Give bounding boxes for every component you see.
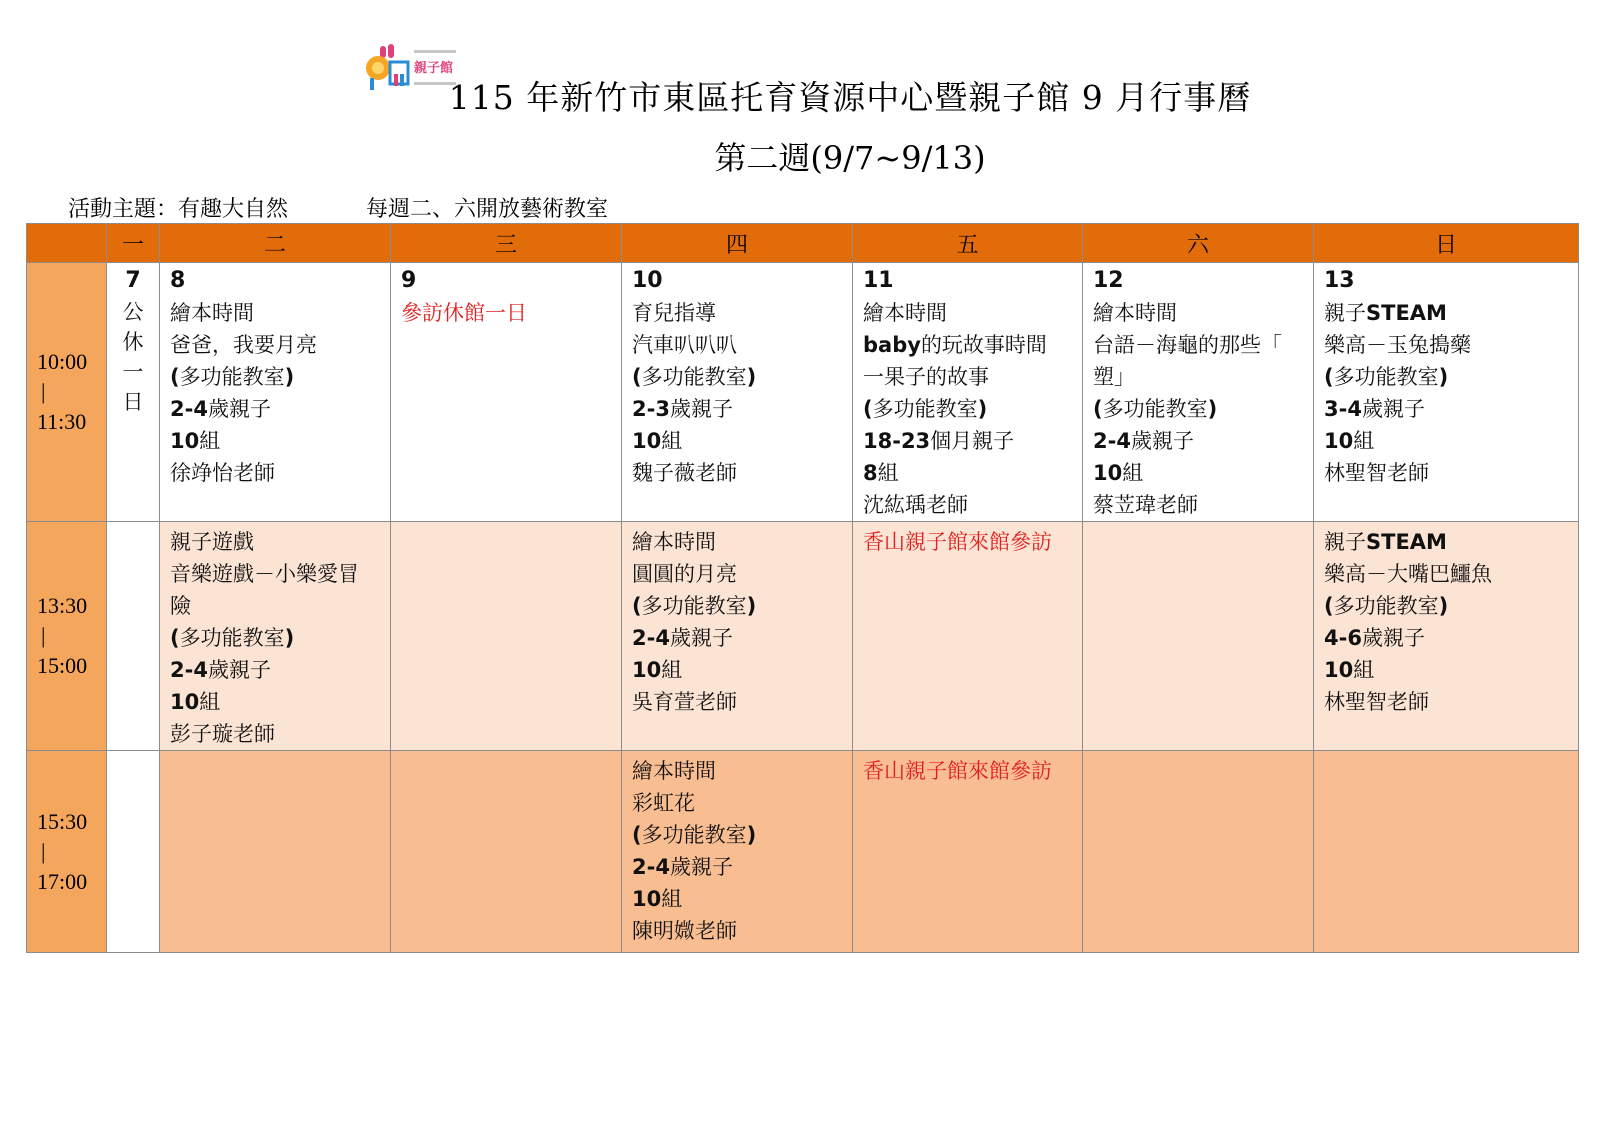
date-number: 7 — [125, 268, 141, 293]
header-day-thu: 四 — [622, 224, 853, 263]
event-line: 親子遊戲 — [170, 530, 254, 554]
event-line: 彩虹花 — [632, 791, 695, 815]
time-slot-label — [27, 522, 107, 751]
time-sep: | — [41, 379, 46, 404]
event-cell — [160, 751, 391, 953]
header-day-wed: 三 — [391, 224, 622, 263]
event-line: 繪本時間 — [863, 301, 947, 325]
notice-text: 香山親子館來館參訪 — [863, 759, 1052, 783]
event-cell — [391, 751, 622, 953]
event-line: 4-6歲親子 — [1324, 626, 1425, 650]
event-cell — [622, 522, 853, 751]
time-slot-label — [27, 751, 107, 953]
event-line: baby的玩故事時間 — [863, 333, 1047, 357]
event-cell — [160, 522, 391, 751]
activity-theme: 活動主題：有趣大自然 — [68, 197, 289, 222]
time-end: 17:00 — [37, 868, 88, 894]
event-line: 台語－海龜的那些「 — [1093, 333, 1282, 357]
event-line: 林聖智老師 — [1324, 461, 1429, 485]
event-cell — [622, 751, 853, 953]
event-line: (多功能教室) — [632, 823, 757, 847]
closed-notice-char: 一 — [122, 360, 144, 384]
date-number: 9 — [401, 268, 417, 293]
event-line: 2-3歲親子 — [632, 397, 733, 421]
header-day-tue: 二 — [160, 224, 391, 263]
event-line: 10組 — [632, 887, 683, 911]
event-line: (多功能教室) — [170, 365, 295, 389]
event-line: 沈紘瑀老師 — [863, 493, 968, 517]
event-line: (多功能教室) — [170, 626, 295, 650]
closed-notice-char: 休 — [122, 330, 144, 354]
event-line: 樂高－玉兔搗藥 — [1324, 333, 1471, 357]
event-cell — [1083, 751, 1314, 953]
header-day-sat: 六 — [1083, 224, 1314, 263]
event-cell — [1314, 751, 1579, 953]
event-line: 吳育萱老師 — [632, 690, 737, 714]
time-start: 10:00 — [37, 349, 88, 374]
event-line: (多功能教室) — [863, 397, 988, 421]
event-line: (多功能教室) — [632, 594, 757, 618]
event-line: 親子STEAM — [1324, 301, 1447, 325]
event-line: 一果子的故事 — [863, 365, 989, 389]
header-day-sun: 日 — [1314, 224, 1579, 263]
monday-cell — [107, 263, 160, 522]
date-number: 11 — [863, 268, 894, 293]
event-cell — [853, 751, 1083, 953]
monday-cell — [107, 522, 160, 751]
event-line: 10組 — [632, 429, 683, 453]
event-cell — [1083, 263, 1314, 522]
art-room-note: 每週二、六開放藝術教室 — [366, 197, 609, 222]
event-line: 2-4歲親子 — [170, 658, 271, 682]
event-line: 10組 — [1093, 461, 1144, 485]
notice-text: 香山親子館來館參訪 — [863, 530, 1052, 554]
event-line: 10組 — [1324, 658, 1375, 682]
event-line: (多功能教室) — [1093, 397, 1218, 421]
event-line: 育兒指導 — [632, 301, 716, 325]
event-line: 10組 — [632, 658, 683, 682]
event-line: 2-4歲親子 — [632, 855, 733, 879]
header-day-mon: 一 — [107, 224, 160, 263]
event-line: 10組 — [170, 429, 221, 453]
event-cell — [853, 522, 1083, 751]
event-line: (多功能教室) — [632, 365, 757, 389]
event-line: 徐竫怡老師 — [170, 461, 275, 485]
logo-text: 親子館 — [414, 61, 454, 76]
date-number: 8 — [170, 268, 186, 293]
time-sep: | — [41, 838, 46, 864]
event-line: 10組 — [1324, 429, 1375, 453]
event-cell — [1314, 263, 1579, 522]
notice-text: 參訪休館一日 — [401, 301, 527, 325]
event-line: 彭子璇老師 — [170, 722, 275, 746]
event-cell — [1083, 522, 1314, 751]
date-number: 10 — [632, 268, 663, 293]
event-line: 爸爸，我要月亮 — [170, 333, 317, 357]
date-number: 13 — [1324, 268, 1355, 293]
event-line: 音樂遊戲－小樂愛冒 — [170, 562, 359, 586]
event-line: 魏子薇老師 — [632, 461, 737, 485]
closed-notice-char: 日 — [122, 390, 144, 414]
time-slot-row — [27, 263, 1579, 522]
event-cell — [160, 263, 391, 522]
event-line: 2-4歲親子 — [170, 397, 271, 421]
event-cell — [391, 263, 622, 522]
event-line: 3-4歲親子 — [1324, 397, 1425, 421]
event-line: 林聖智老師 — [1324, 690, 1429, 714]
week-subtitle: 第二週(9/7~9/13) — [714, 139, 986, 177]
closed-notice-char: 公 — [122, 300, 144, 324]
event-cell — [853, 263, 1083, 522]
event-line: 險 — [170, 594, 191, 618]
event-line: 圓圓的月亮 — [632, 562, 737, 586]
time-slot-row — [27, 751, 1579, 953]
event-line: 樂高－大嘴巴鱷魚 — [1324, 562, 1492, 586]
monday-cell — [107, 751, 160, 953]
header-corner — [27, 224, 107, 263]
date-number: 12 — [1093, 268, 1124, 293]
event-line: 汽車叭叭叭 — [632, 333, 737, 357]
event-line: (多功能教室) — [1324, 594, 1449, 618]
event-line: 繪本時間 — [1093, 301, 1177, 325]
time-sep: | — [41, 623, 46, 648]
header-day-fri: 五 — [853, 224, 1083, 263]
time-start: 13:30 — [37, 593, 88, 618]
time-slot-label — [27, 263, 107, 522]
event-line: 繪本時間 — [632, 530, 716, 554]
time-start: 15:30 — [37, 808, 88, 834]
event-line: 塑」 — [1093, 365, 1135, 389]
event-line: 18-23個月親子 — [863, 429, 1015, 453]
event-line: 2-4歲親子 — [632, 626, 733, 650]
time-end: 11:30 — [37, 409, 87, 434]
event-line: 陳明媺老師 — [632, 919, 737, 943]
event-line: 2-4歲親子 — [1093, 429, 1194, 453]
event-line: (多功能教室) — [1324, 365, 1449, 389]
event-cell — [622, 263, 853, 522]
calendar-table — [26, 223, 1579, 953]
event-line: 8組 — [863, 461, 899, 485]
event-cell — [391, 522, 622, 751]
event-line: 繪本時間 — [170, 301, 254, 325]
time-end: 15:00 — [37, 653, 88, 678]
event-cell — [1314, 522, 1579, 751]
time-slot-row — [27, 522, 1579, 751]
event-line: 10組 — [170, 690, 221, 714]
event-line: 親子STEAM — [1324, 530, 1447, 554]
event-line: 蔡苙瑋老師 — [1093, 493, 1198, 517]
event-line: 繪本時間 — [632, 759, 716, 783]
page-title: 115 年新竹市東區托育資源中心暨親子館 9 月行事曆 — [448, 78, 1252, 117]
